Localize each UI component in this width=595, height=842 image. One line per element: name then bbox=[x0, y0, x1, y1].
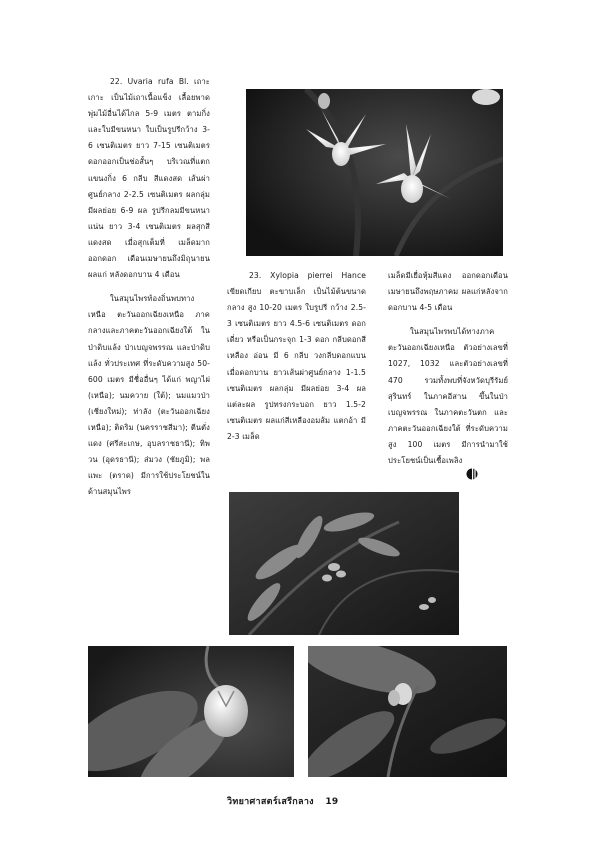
page-number: 19 bbox=[325, 797, 339, 807]
branch-photo-middle bbox=[229, 492, 459, 635]
bud-photo-bottom-right bbox=[308, 646, 507, 777]
text-column-3 bbox=[388, 268, 508, 469]
species-22-distribution: ในสมุนไพรท้องถิ่นพบทางเหนือ ตะวันออกเฉียงเหนือ ภาคกลางและภาคตะวันออกเฉียงใต้ ในป่าดิบแล้ง ป่าเบญจพรรณ และป่าดิบแล้ง ทั่วประเทศ ที่ระดับความสูง 50-600 เมตร มีชื่ออื่นๆ ได้แก่ พญาไผ่ (เหนือ); นมควาย (ใต้); นมแมวป่า (เชียงใหม่); ท่าลัง (ตะวันออกเฉียงเหนือ); ติดริม (นครราชสีมา); ตีนตั่งแดง (ศรีสะเกษ, อุบลราชธานี); ทิพวน (อุดรธานี); ส่มวง (ชัยภูมิ); พลแพะ (ตราด) มีการใช้ประโยชน์ในด้านสมุนไพร bbox=[88, 294, 210, 497]
journal-title: วิทยาศาสตร์เสรีกลาง bbox=[227, 797, 314, 807]
text-column-2 bbox=[227, 268, 366, 445]
end-of-article-icon bbox=[466, 468, 478, 480]
species-23-description-continued: เมล็ดมีเยื่อหุ้มสีแดง ออกดอกเดือนเมษายนถึงพฤษภาคม ผลแก่หลังจากดอกบาน 4-5 เดือน bbox=[388, 271, 508, 313]
species-22-description: 22. Uvaria rufa Bl. เถาะ เกาะ เป็นไม้เถาเนื้อแข็ง เลื้อยพาดพุ่มไม้อื่นได้ไกล 5-9 เมตร ตามกิ่งและใบมีขนหนา ใบเป็นรูปรีกว้าง 3-6 เซนติเมตร ยาว 7-15 เซนติเมตร ดอกออกเป็นช่อสั้นๆ บริเวณที่แตกแขนงกิ่ง 6 กลีบ สีแดงสด เส้นผ่าศูนย์กลาง 2-2.5 เซนติเมตร ผลกลุ่ม มีผลย่อย 6-9 ผล รูปรีกลมมีขนหนาแน่น ยาว 3-4 เซนติเมตร ผลสุกสีแดงสด เมื่อสุกเต็มที่ เมล็ดมาก ออกดอก เดือนเมษายนถึงมิถุนายน ผลแก่ หลังดอกบาน 4 เดือน bbox=[88, 77, 210, 280]
fruit-photo-bottom-left bbox=[88, 646, 294, 777]
species-23-distribution: ในสมุนไพรพบได้ทางภาคตะวันออกเฉียงเหนือ ตัวอย่างเลขที่ 1027, 1032 และตัวอย่างเลขที่ 470 รวมทั้งพบที่จังหวัดบุรีรัมย์ สุรินทร์ ในภาคอีสาน ขึ้นในป่าเบญจพรรณ ในภาคตะวันตก และภาคตะวันออกเฉียงใต้ ที่ระดับความสูง 100 เมตร มีการนำมาใช้ประโยชน์เป็นเชื้อเพลิง bbox=[388, 327, 508, 466]
species-23-description: 23. Xylopia pierrei Hance เขียดเกียบ ตะขาบเล็ก เป็นไม้ต้นขนาดกลาง สูง 10-20 เมตร ใบรูปรี กว้าง 2.5-3 เซนติเมตร ยาว 4.5-6 เซนติเมตร ดอกเดี่ยว หรือเป็นกระจุก 1-3 ดอก กลีบดอกสีเหลือง อ่อน มี 6 กลีบ วงกลีบดอกแบน เมื่อดอกบาน ยาวเส้นผ่าศูนย์กลาง 1-1.5 เซนติเมตร ผลกลุ่ม มีผลย่อย 3-4 ผล แต่ละผล รูปทรงกระบอก ยาว 1.5-2 เซนติเมตร ผลแก่สีเหลืองอมส้ม แตกอ้า มี 2-3 เมล็ด bbox=[227, 271, 366, 441]
flower-photo-top bbox=[246, 89, 503, 256]
text-column-1 bbox=[88, 74, 210, 500]
page-footer bbox=[227, 794, 338, 808]
